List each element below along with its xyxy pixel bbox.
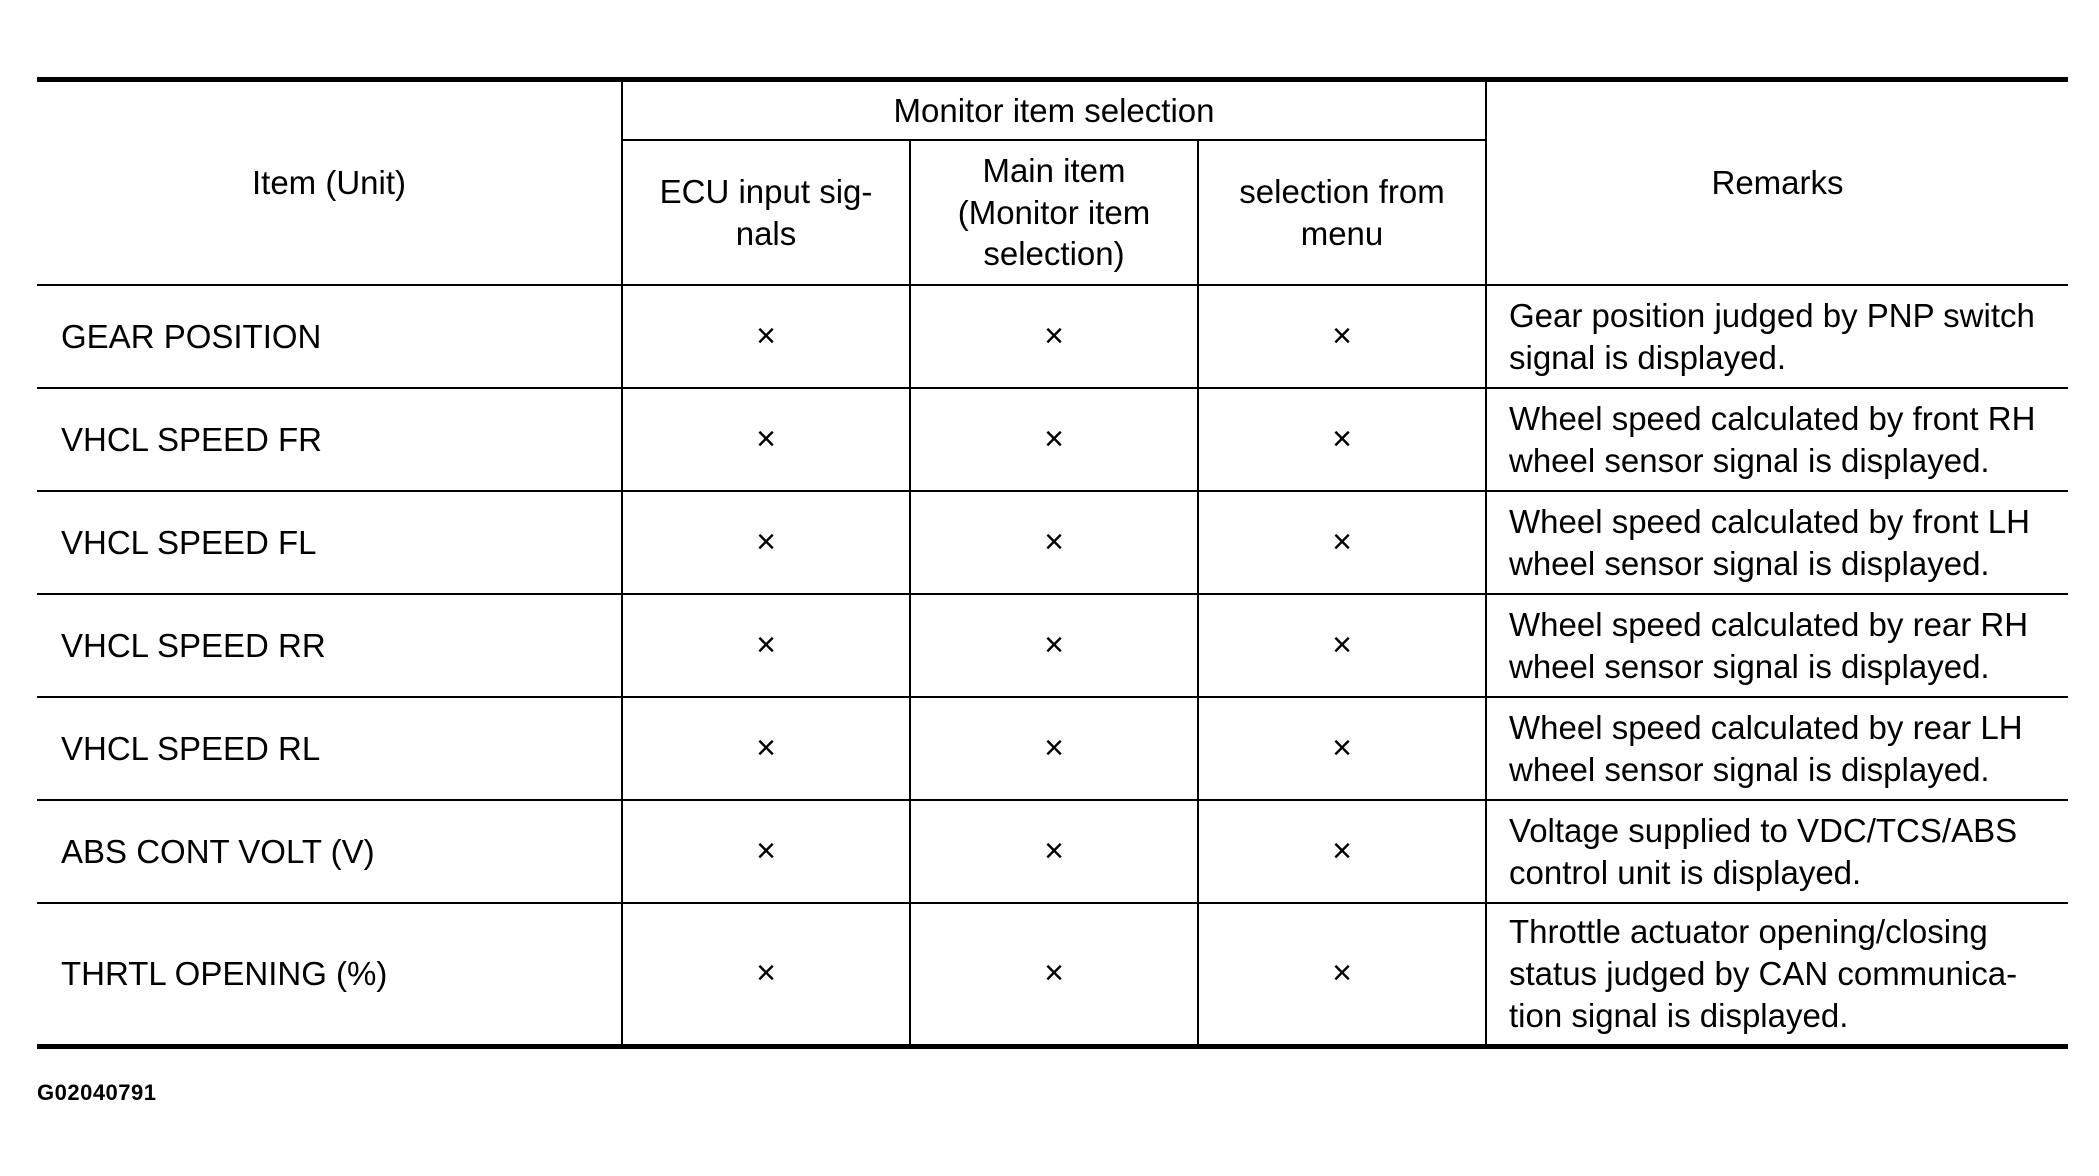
row-remarks: Voltage supplied to VDC/TCS/ABS control unit is displayed. bbox=[1486, 800, 2068, 903]
table-row bbox=[37, 697, 2068, 800]
table-header bbox=[37, 80, 2068, 286]
row-item: VHCL SPEED FR bbox=[37, 388, 622, 491]
menu-selection-mark: × bbox=[1198, 800, 1486, 903]
row-remarks: Wheel speed calculated by front LH wheel sensor signal is displayed. bbox=[1486, 491, 2068, 594]
row-item: ABS CONT VOLT (V) bbox=[37, 800, 622, 903]
main-item-mark: × bbox=[910, 903, 1198, 1046]
main-item-mark: × bbox=[910, 491, 1198, 594]
main-item-mark: × bbox=[910, 800, 1198, 903]
header-main-item: Main item (Monitor item selection) bbox=[910, 140, 1198, 285]
main-item-mark: × bbox=[910, 285, 1198, 388]
header-ecu-input-signals: ECU input sig- nals bbox=[622, 140, 910, 285]
row-item: VHCL SPEED FL bbox=[37, 491, 622, 594]
monitor-item-table bbox=[37, 77, 2068, 1049]
row-remarks: Throttle actuator opening/closing status judged by CAN communica- tion signal is displayed. bbox=[1486, 903, 2068, 1046]
menu-selection-mark: × bbox=[1198, 388, 1486, 491]
ecu-input-mark: × bbox=[622, 388, 910, 491]
row-item: VHCL SPEED RR bbox=[37, 594, 622, 697]
row-remarks: Wheel speed calculated by front RH wheel sensor signal is displayed. bbox=[1486, 388, 2068, 491]
header-monitor-item-selection: Monitor item selection bbox=[622, 80, 1486, 141]
row-remarks: Wheel speed calculated by rear RH wheel sensor signal is displayed. bbox=[1486, 594, 2068, 697]
menu-selection-mark: × bbox=[1198, 594, 1486, 697]
main-item-mark: × bbox=[910, 388, 1198, 491]
menu-selection-mark: × bbox=[1198, 903, 1486, 1046]
header-item-unit: Item (Unit) bbox=[37, 80, 622, 286]
menu-selection-mark: × bbox=[1198, 491, 1486, 594]
main-item-mark: × bbox=[910, 697, 1198, 800]
menu-selection-mark: × bbox=[1198, 697, 1486, 800]
main-item-mark: × bbox=[910, 594, 1198, 697]
table-row bbox=[37, 491, 2068, 594]
table-row bbox=[37, 594, 2068, 697]
table-row bbox=[37, 800, 2068, 903]
row-remarks: Gear position judged by PNP switch signal is displayed. bbox=[1486, 285, 2068, 388]
table-row bbox=[37, 285, 2068, 388]
table-body bbox=[37, 285, 2068, 1046]
ecu-input-mark: × bbox=[622, 285, 910, 388]
ecu-input-mark: × bbox=[622, 491, 910, 594]
table-row bbox=[37, 903, 2068, 1046]
ecu-input-mark: × bbox=[622, 697, 910, 800]
header-remarks: Remarks bbox=[1486, 80, 2068, 286]
row-item: THRTL OPENING (%) bbox=[37, 903, 622, 1046]
menu-selection-mark: × bbox=[1198, 285, 1486, 388]
figure-code: G02040791 bbox=[37, 1080, 157, 1105]
ecu-input-mark: × bbox=[622, 800, 910, 903]
row-item: VHCL SPEED RL bbox=[37, 697, 622, 800]
ecu-input-mark: × bbox=[622, 903, 910, 1046]
table-row bbox=[37, 388, 2068, 491]
row-item: GEAR POSITION bbox=[37, 285, 622, 388]
ecu-input-mark: × bbox=[622, 594, 910, 697]
header-selection-from-menu: selection from menu bbox=[1198, 140, 1486, 285]
row-remarks: Wheel speed calculated by rear LH wheel sensor signal is displayed. bbox=[1486, 697, 2068, 800]
